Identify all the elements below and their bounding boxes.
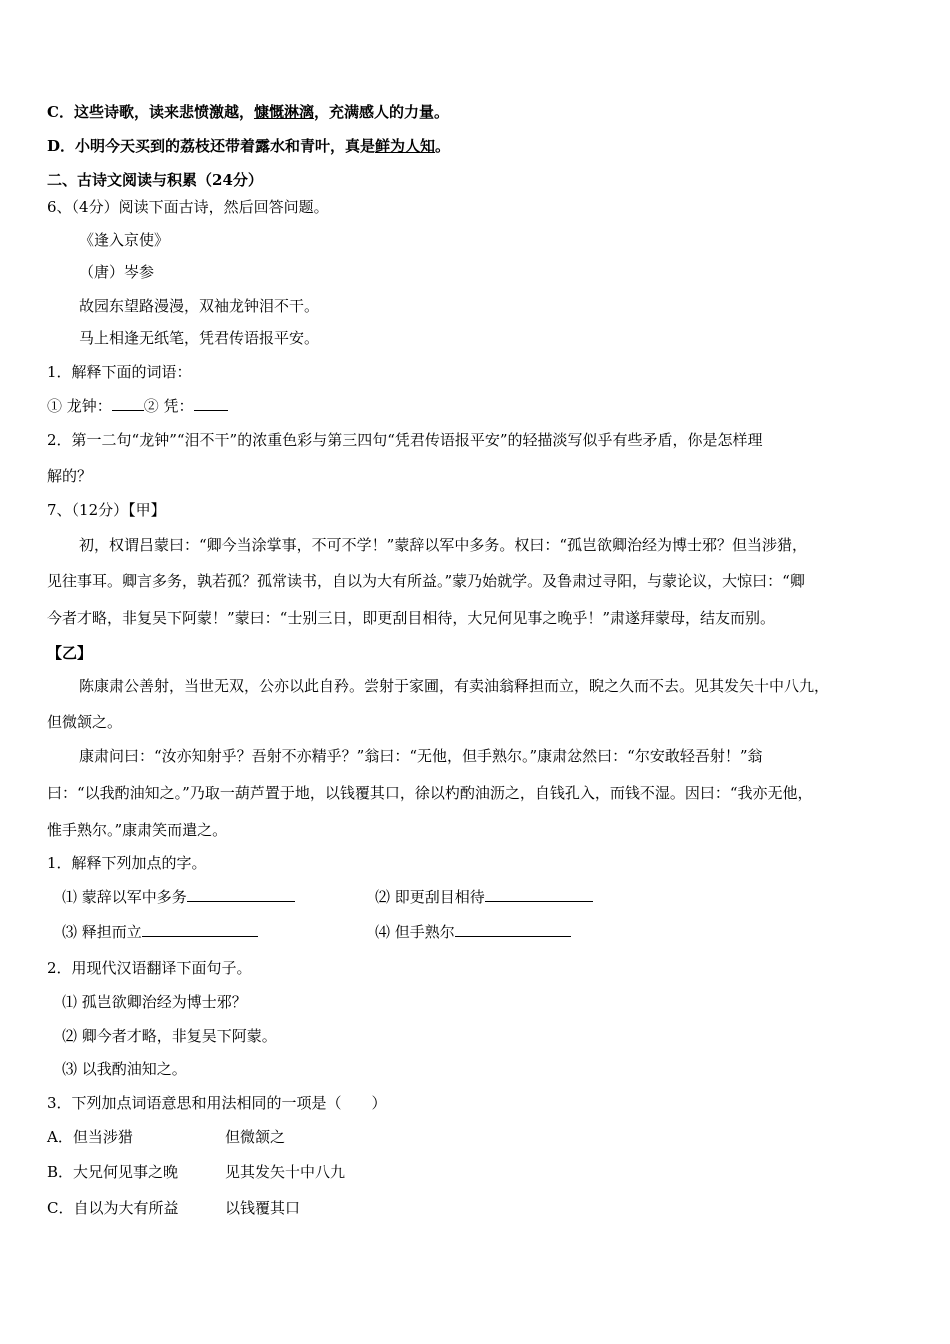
underlined-idiom: 慷慨淋漓 bbox=[253, 103, 314, 121]
passage-line: 康肃问曰：“汝亦知射乎？吾射不亦精乎？”翁曰：“无他，但手熟尔。”康肃忿然曰：“尔安敢轻吾射！”翁 bbox=[79, 747, 763, 765]
subquestion: 1．解释下面的词语： bbox=[47, 363, 192, 381]
answer-blank-row: ① 龙钟： ② 凭： bbox=[47, 396, 228, 416]
passage-line: 惟手熟尔。”康肃笑而遣之。 bbox=[47, 821, 228, 839]
passage-line: 但微颔之。 bbox=[47, 713, 123, 731]
passage-label: 【乙】 bbox=[47, 644, 93, 662]
poem-line: 故园东望路漫漫，双袖龙钟泪不干。 bbox=[79, 297, 320, 315]
question-6-head: 6、（4分）阅读下面古诗，然后回答问题。 bbox=[47, 198, 329, 216]
word-item: ⑵ 即更刮目相待 bbox=[375, 887, 593, 907]
passage-line: 见往事耳。卿言多务，孰若孤？孤常读书，自以为大有所益。”蒙乃始就学。及鲁肃过寻阳，与蒙论议，大惊曰：“卿 bbox=[47, 572, 805, 590]
choice-a-left[interactable]: A．但当涉猎 bbox=[47, 1128, 133, 1146]
translate-item: ⑵ 卿今者才略，非复吴下阿蒙。 bbox=[62, 1027, 277, 1045]
passage-line: 陈康肃公善射，当世无双，公亦以此自矜。尝射于家圃，有卖油翁释担而立，睨之久而不去。见其发矢十中八九， bbox=[79, 677, 830, 695]
word-item: ⑴ 蒙辞以军中多务 bbox=[62, 887, 295, 907]
translate-item: ⑶ 以我酌油知之。 bbox=[62, 1060, 187, 1078]
question-7-head: 7、（12分）【甲】 bbox=[47, 501, 166, 519]
underlined-idiom: 鲜为人知 bbox=[375, 137, 436, 155]
subquestion: 1．解释下列加点的字。 bbox=[47, 854, 207, 872]
passage-line: 曰：“以我酌油知之。”乃取一葫芦置于地，以钱覆其口，徐以杓酌油沥之，自钱孔入，而钱不湿。因曰：“我亦无他， bbox=[47, 784, 813, 802]
translate-item: ⑴ 孤岂欲卿治经为博士邪？ bbox=[62, 993, 247, 1011]
poem-author: （唐）岑参 bbox=[79, 263, 155, 281]
answer-blank[interactable] bbox=[455, 922, 571, 937]
option-c: C．这些诗歌，读来悲愤激越，慷慨淋漓，充满感人的力量。 bbox=[47, 103, 449, 121]
answer-blank[interactable] bbox=[187, 887, 295, 902]
subquestion: 3．下列加点词语意思和用法相同的一项是（ ） bbox=[47, 1094, 387, 1112]
answer-blank[interactable] bbox=[485, 887, 593, 902]
subquestion: 2．第一二句“龙钟”“泪不干”的浓重色彩与第三四句“凭君传语报平安”的轻描淡写似乎有些矛盾，你是怎样理 bbox=[47, 431, 763, 449]
choice-b-left[interactable]: B．大兄何见事之晚 bbox=[47, 1163, 179, 1181]
subquestion: 2．用现代汉语翻译下面句子。 bbox=[47, 959, 252, 977]
passage-line: 今者才略，非复吴下阿蒙！”蒙曰：“士别三日，即更刮目相待，大兄何见事之晚乎！”肃遂拜蒙母，结友而别。 bbox=[47, 609, 776, 627]
answer-blank[interactable] bbox=[194, 396, 228, 411]
choice-c-right: 以钱覆其口 bbox=[225, 1199, 301, 1217]
subquestion-cont: 解的？ bbox=[47, 467, 93, 485]
passage-line: 初，权谓吕蒙曰：“卿今当涂掌事，不可不学！”蒙辞以军中多务。权曰：“孤岂欲卿治经为博士邪？但当涉猎， bbox=[79, 536, 808, 554]
choice-b-right: 见其发矢十中八九 bbox=[225, 1163, 346, 1181]
answer-blank[interactable] bbox=[112, 396, 144, 411]
section-heading: 二、古诗文阅读与积累（24分） bbox=[47, 171, 263, 189]
poem-title: 《逢入京使》 bbox=[79, 231, 170, 249]
poem-line: 马上相逢无纸笔，凭君传语报平安。 bbox=[79, 329, 320, 347]
option-d: D．小明今天买到的荔枝还带着露水和青叶，真是鲜为人知。 bbox=[47, 137, 451, 155]
choice-c-left[interactable]: C．自以为大有所益 bbox=[47, 1199, 179, 1217]
choice-a-right: 但微颔之 bbox=[225, 1128, 286, 1146]
answer-blank[interactable] bbox=[142, 922, 258, 937]
word-item: ⑷ 但手熟尔 bbox=[375, 922, 571, 942]
word-item: ⑶ 释担而立 bbox=[62, 922, 258, 942]
